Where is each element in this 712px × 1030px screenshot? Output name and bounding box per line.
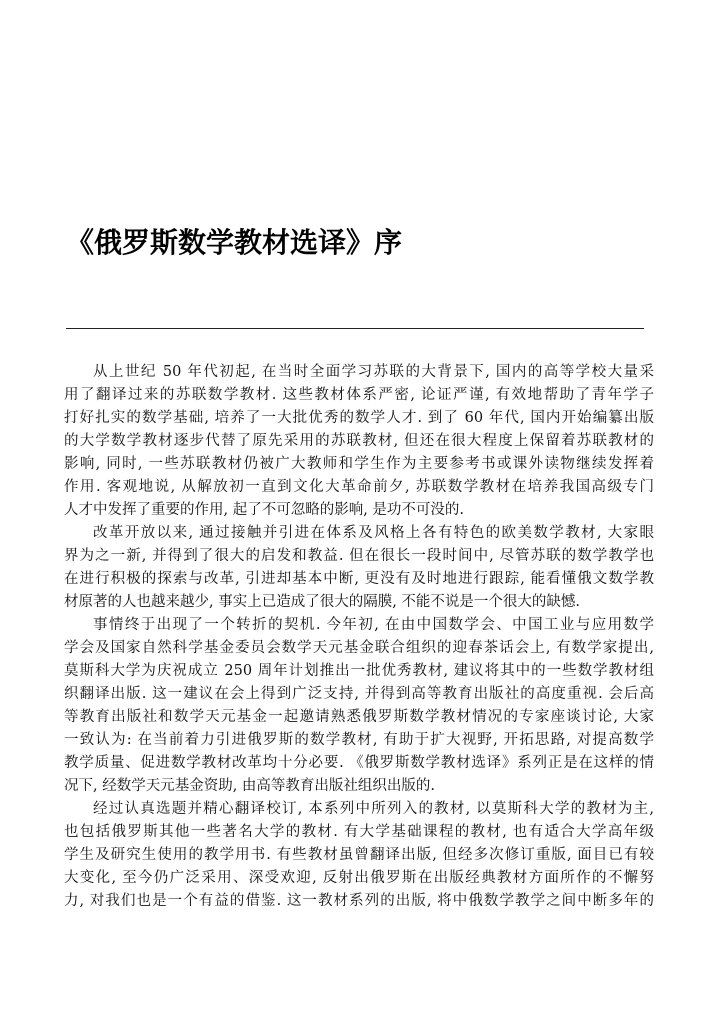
paragraph-line: 况下, 经数学天元基金资助, 由高等教育出版社组织出版的. <box>64 778 436 794</box>
paragraph-line: 作用. 客观地说, 从解放初一直到文化大革命前夕, 苏联数学教材在培养我国高级专门 <box>64 479 654 495</box>
paragraph-line: 用了翻译过来的苏联数学教材. 这些教材体系严密, 论证严谨, 有效地帮助了青年学子 <box>64 387 654 403</box>
paragraph-line: 的大学数学教材逐步代替了原先采用的苏联教材, 但还在很大程度上保留着苏联教材的 <box>64 433 654 449</box>
page-title: 《俄罗斯数学教材选译》序 <box>66 226 403 259</box>
paragraph-line: 等教育出版社和数学天元基金一起邀请熟悉俄罗斯数学教材情况的专家座谈讨论, 大家 <box>64 709 654 725</box>
body-text <box>64 361 654 913</box>
paragraph-line: 改革开放以来, 通过接触并引进在体系及风格上各有特色的欧美数学教材, 大家眼 <box>93 525 654 541</box>
paragraph-line: 教学质量、促进数学教材改革均十分必要. 《俄罗斯数学教材选译》系列正是在这样的情 <box>64 755 654 771</box>
paragraph-line: 经过认真选题并精心翻译校订, 本系列中所列入的教材, 以莫斯科大学的教材为主, <box>93 801 654 817</box>
paragraph-line: 打好扎实的数学基础, 培养了一大批优秀的数学人才. 到了 60 年代, 国内开始编纂出版 <box>64 410 654 426</box>
paragraph-line: 学生及研究生使用的教学用书. 有些教材虽曾翻译出版, 但经多次修订重版, 面目已有较 <box>64 847 654 863</box>
paragraph-line: 莫斯科大学为庆祝成立 250 周年计划推出一批优秀教材, 建议将其中的一些数学教材组 <box>64 663 654 679</box>
paragraph-line: 学会及国家自然科学基金委员会数学天元基金联合组织的迎春茶话会上, 有数学家提出, <box>64 640 654 656</box>
title-divider <box>66 328 644 329</box>
paragraph-line: 界为之一新, 并得到了很大的启发和教益. 但在很长一段时间中, 尽管苏联的数学教学也 <box>64 548 654 564</box>
paragraph-line: 人才中发挥了重要的作用, 起了不可忽略的影响, 是功不可没的. <box>64 502 465 518</box>
paragraph-line: 从上世纪 50 年代初起, 在当时全面学习苏联的大背景下, 国内的高等学校大量采 <box>93 364 654 380</box>
paragraph-line: 也包括俄罗斯其他一些著名大学的教材. 有大学基础课程的教材, 也有适合大学高年级 <box>64 824 654 840</box>
paragraph-line: 织翻译出版. 这一建议在会上得到广泛支持, 并得到高等教育出版社的高度重视. 会后高 <box>64 686 654 702</box>
paragraph-line: 大变化, 至今仍广泛采用、深受欢迎, 反射出俄罗斯在出版经典教材方面所作的不懈努 <box>64 870 654 886</box>
paragraph-line: 力, 对我们也是一个有益的借鉴. 这一教材系列的出版, 将中俄数学教学之间中断多年的 <box>64 893 654 909</box>
paragraph-line: 事情终于出现了一个转折的契机. 今年初, 在由中国数学会、中国工业与应用数学 <box>93 617 654 633</box>
paragraph-line: 材原著的人也越来越少, 事实上已造成了很大的隔膜, 不能不说是一个很大的缺憾. <box>64 594 581 610</box>
paragraph-line: 一致认为: 在当前着力引进俄罗斯的数学教材, 有助于扩大视野, 开拓思路, 对提高数学 <box>64 732 654 748</box>
paragraph-line: 影响, 同时, 一些苏联教材仍被广大教师和学生作为主要参考书或课外读物继续发挥着 <box>64 456 654 472</box>
paragraph-line: 在进行积极的探索与改革, 引进却基本中断, 更没有及时地进行跟踪, 能看懂俄文数学教 <box>64 571 654 587</box>
